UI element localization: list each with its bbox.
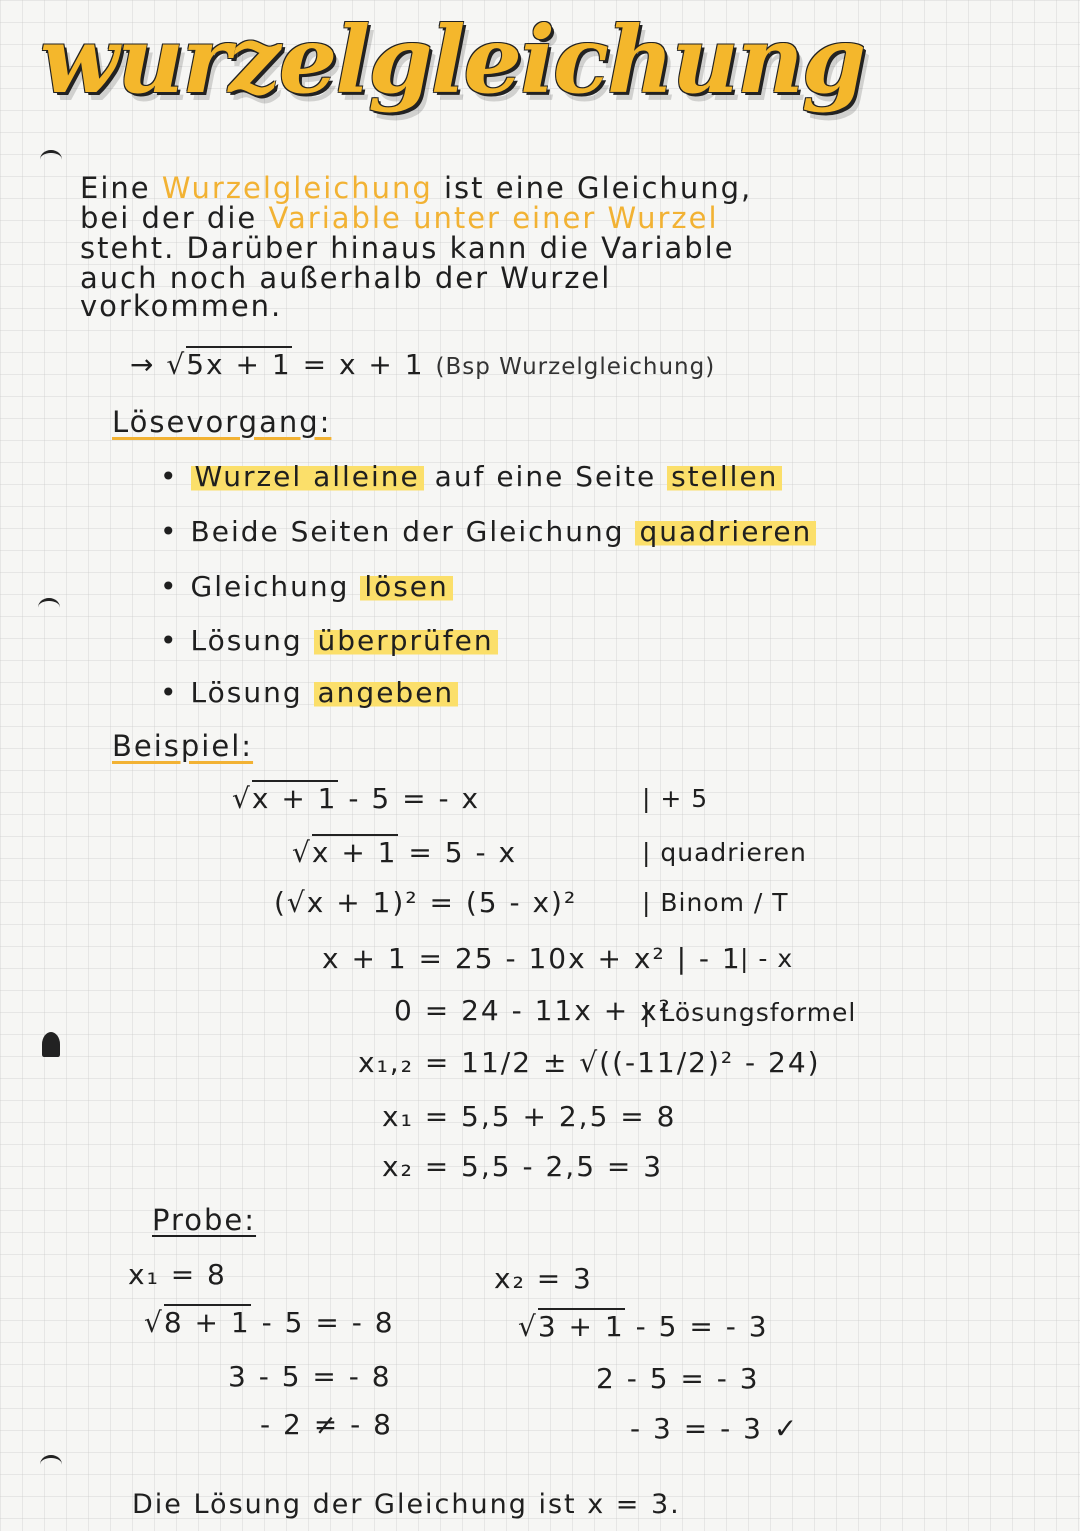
bullet-icon: •	[160, 676, 179, 709]
punch-hole-mark	[38, 598, 60, 617]
step-note: | Lösungsformel	[642, 998, 857, 1027]
step-note: | - x	[740, 944, 794, 973]
sqrt-symbol: √	[232, 782, 252, 815]
sqrt-symbol: √	[166, 348, 187, 381]
page-title: wurzelgleichung	[40, 6, 865, 114]
punch-hole-mark	[42, 1032, 60, 1057]
intro-line-2: bei der die Variable unter einer Wurzel	[80, 201, 719, 235]
check-left-step-2: 3 - 5 = - 8	[228, 1360, 392, 1393]
example-step-4: x + 1 = 25 - 10x + x² | - 1	[322, 942, 742, 975]
check-left-step-1: √8 + 1 - 5 = - 8	[144, 1306, 395, 1339]
step-note: | Binom / T	[642, 888, 789, 917]
highlighted-term: Wurzelgleichung	[161, 171, 433, 205]
check-right-step-3: - 3 = - 3 ✓	[630, 1412, 800, 1445]
bullet-icon: •	[160, 460, 179, 493]
procedure-heading: Lösevorgang:	[112, 405, 332, 439]
sqrt-symbol: √	[292, 836, 312, 869]
example-step-2: √x + 1 = 5 - x	[292, 836, 518, 869]
example-step-1: √x + 1 - 5 = - x	[232, 782, 481, 815]
conclusion: Die Lösung der Gleichung ist x = 3.	[132, 1489, 681, 1520]
example-equation: → √5x + 1 = x + 1 (Bsp Wurzelgleichung)	[130, 348, 716, 381]
example-step-5: 0 = 24 - 11x + x²	[394, 994, 672, 1027]
example-step-6: x₁,₂ = 11/2 ± √((-11/2)² - 24)	[358, 1046, 821, 1079]
highlighted-term: Variable unter einer Wurzel	[268, 201, 719, 235]
sqrt-symbol: √	[144, 1306, 164, 1339]
check-right-step-1: √3 + 1 - 5 = - 3	[518, 1310, 769, 1343]
example-step-8: x₂ = 5,5 - 2,5 = 3	[382, 1150, 664, 1183]
step-note: | quadrieren	[642, 838, 807, 867]
check-left-step-3: - 2 ≠ - 8	[260, 1408, 393, 1441]
intro-line-3: steht. Darüber hinaus kann die Variable	[80, 231, 735, 265]
step-note: | + 5	[642, 784, 709, 813]
step-item: • Lösung angeben	[160, 676, 458, 709]
punch-hole-mark	[40, 1455, 62, 1474]
intro-line-1: Eine Wurzelgleichung ist eine Gleichung,	[80, 171, 753, 205]
check-heading: Probe:	[152, 1203, 257, 1237]
check-right-head: x₂ = 3	[494, 1262, 593, 1295]
radicand: 5x + 1	[186, 348, 292, 381]
intro-line-4: auch noch außerhalb der Wurzel	[80, 261, 612, 295]
example-step-7: x₁ = 5,5 + 2,5 = 8	[382, 1100, 677, 1133]
check-left-head: x₁ = 8	[128, 1258, 227, 1291]
check-right-step-2: 2 - 5 = - 3	[596, 1362, 760, 1395]
intro-line-5: vorkommen.	[80, 289, 283, 323]
step-item: • Beide Seiten der Gleichung quadrieren	[160, 515, 816, 548]
bullet-icon: •	[160, 570, 179, 603]
example-heading: Beispiel:	[112, 729, 254, 763]
step-item: • Wurzel alleine auf eine Seite stellen	[160, 460, 782, 493]
bullet-icon: •	[160, 515, 179, 548]
example-step-3: (√x + 1)² = (5 - x)²	[274, 886, 578, 919]
bullet-icon: •	[160, 624, 179, 657]
arrow-icon: →	[130, 348, 156, 381]
example-note: (Bsp Wurzelgleichung)	[435, 354, 716, 380]
step-item: • Gleichung lösen	[160, 570, 453, 603]
step-item: • Lösung überprüfen	[160, 624, 498, 657]
punch-hole-mark	[40, 150, 62, 169]
sqrt-symbol: √	[518, 1310, 538, 1343]
